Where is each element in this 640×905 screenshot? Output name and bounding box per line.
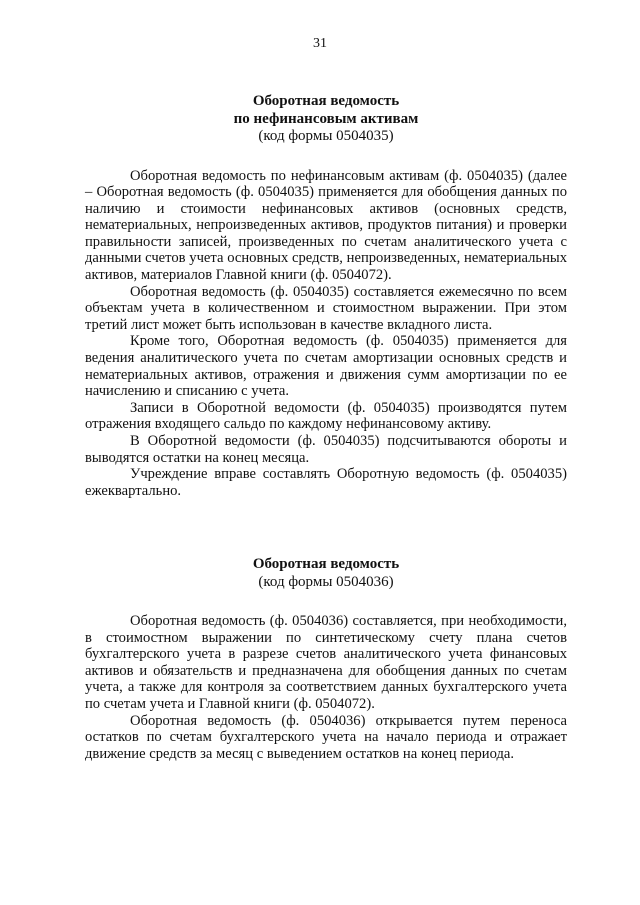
- paragraph: Записи в Оборотной ведомости (ф. 0504035) производятся путем отражения входящего сальдо по каждому нефинансовому активу.: [85, 399, 567, 433]
- section-heading: [85, 93, 567, 146]
- paragraph: Учреждение вправе составлять Оборотную ведомость (ф. 0504035) ежеквартально.: [85, 466, 567, 499]
- page-number: 31: [313, 36, 327, 51]
- section-turnover-nonfinancial: [85, 93, 567, 499]
- paragraph: В Оборотной ведомости (ф. 0504035) подсчитываются обороты и выводятся остатки на конец месяца.: [85, 433, 567, 466]
- paragraph: Оборотная ведомость по нефинансовым активам (ф. 0504035) (далее – Оборотная ведомость (ф. 0504035) применяется для обобщения данных по наличию и стоимости нефинансовых активов (основных средств, нематериальных, непроизведенных активов, продуктов питания) и проверки правильности записей, произведенных по счетам аналитического учета с данными счетов учета основных средств, непроизведенных, нематериальных активов, материалов Главной книги (ф. 0504072).: [85, 167, 567, 284]
- form-code: (код формы 0504036): [258, 573, 394, 590]
- paragraph: Оборотная ведомость (ф. 0504036) открывается путем переноса остатков по счетам бухгалтерского учета на начало периода и отражает движение средств за месяц с выведением остатков на конец периода.: [85, 712, 567, 762]
- section-body: [85, 168, 567, 500]
- paragraph: Кроме того, Оборотная ведомость (ф. 0504035) применяется для ведения аналитического учета по счетам амортизации основных средств и нематериальных активов, отражения и движения сумм амортизации по ее начислению и списанию с учета.: [85, 333, 567, 400]
- section-title: Оборотная ведомость: [252, 556, 400, 572]
- form-code: (код формы 0504035): [258, 128, 394, 144]
- section-subtitle: по нефинансовым активам: [233, 110, 419, 127]
- paragraph: Оборотная ведомость (ф. 0504036) составляется, при необходимости, в стоимостном выражении по синтетическому счету плана счетов бухгалтерского учета в разрезе счетов аналитического учета финансовых активов и обязательств и предназначена для обобщения данных по счетам учета, а также для контроля за соответствием данных бухгалтерского учета по счетам учета и Главной книги (ф. 0504072).: [85, 613, 567, 712]
- section-heading: [85, 556, 567, 591]
- section-title: Оборотная ведомость: [252, 93, 400, 109]
- section-body: [85, 613, 567, 762]
- paragraph: Оборотная ведомость (ф. 0504035) составляется ежемесячно по всем объектам учета в количественном и стоимостном выражении. При этом третий лист может быть использован в качестве вкладного листа.: [85, 283, 567, 333]
- section-turnover-statement: [85, 556, 567, 762]
